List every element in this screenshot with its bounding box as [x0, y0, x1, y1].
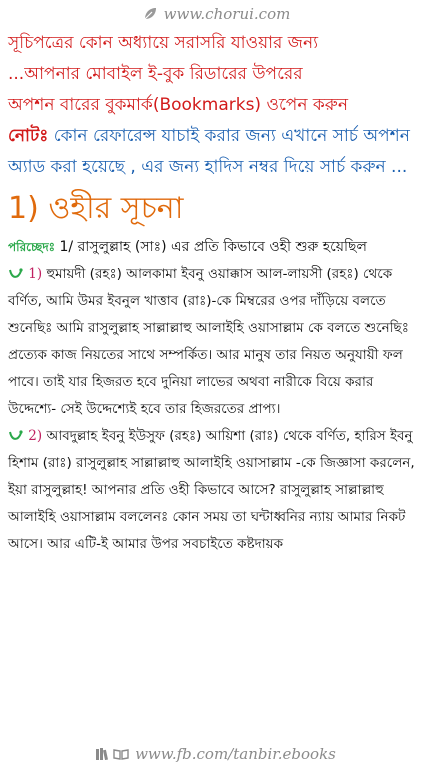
note-text: কোন রেফারেন্স যাচাই করার জন্য এখানে সার্চ অপশন অ্যাড করা হয়েছে , এর জন্য হাদিস নম্বর দিয়ে সার্চ করুন ...: [8, 126, 410, 177]
leaf-logo-icon: [142, 6, 158, 22]
footer-watermark: [0, 740, 432, 768]
hadith-marker-icon: [8, 267, 24, 281]
section-label: পরিচ্ছেদঃ: [8, 240, 56, 254]
hadith-marker-icon: [8, 429, 24, 443]
open-book-icon: [113, 748, 129, 760]
header-watermark: [0, 0, 432, 28]
hadith-item: [0, 423, 432, 558]
intro-line-3: অপশন বারের বুকমার্ক(Bookmarks) ওপেন করুন: [8, 95, 348, 115]
hadith-text: হুমায়দী (রহঃ) আলকামা ইবনু ওয়াক্কাস আল-লায়সী (রহঃ) থেকে বর্ণিত, আমি উমর ইবনুল খাত্তাব (রাঃ)-কে মিম্বরের ওপর দাঁড়িয়ে বলতে শুনেছিঃ আমি রাসুলুল্লাহ সাল্লাল্লাহু আলাইহি ওয়াসাল্লাম কে বলতে শুনেছিঃ প্রত্যেক কাজ নিয়তের সাথে সম্পর্কিত। আর মানুষ তার নিয়ত অনুযায়ী ফল পাবে। তাই যার হিজরত হবে দুনিয়া লাভের অথবা নারীকে বিয়ে করার উদ্দেশ্যে- সেই উদ্দেশ্যেই হবে তার হিজরতের প্রাপ্য।: [8, 266, 409, 417]
hadith-number: 2): [28, 428, 43, 444]
hadith-item: [0, 261, 432, 423]
chapter-title: 1) ওহীর সূচনা: [8, 191, 184, 226]
intro-block: [0, 28, 432, 183]
note-label: নোটঃ: [8, 126, 49, 146]
intro-line-2: ...আপনার মোবাইল ই-বুক রিডারের উপরের: [8, 64, 303, 84]
library-icon: [96, 748, 110, 760]
footer-site-text: www.fb.com/tanbir.ebooks: [135, 745, 336, 763]
hadith-number: 1): [28, 266, 43, 282]
intro-line-1: সূচিপত্রের কোন অধ্যায়ে সরাসরি যাওয়ার জন্য: [8, 33, 319, 53]
header-site-text: www.chorui.com: [163, 5, 291, 23]
hadith-text: আবদুল্লাহ ইবনু ইউসুফ (রহঃ) আয়িশা (রাঃ) থেকে বর্ণিত, হারিস ইবনু হিশাম (রাঃ) রাসুলুল্লাহ সাল্লাল্লাহু আলাইহি ওয়াসাল্লাম -কে জিজ্ঞাসা করলেন, ইয়া রাসুলুল্লাহ! আপনার প্রতি ওহী কিভাবে আসে? রাসুলুল্লাহ সাল্লাল্লাহু আলাইহি ওয়াসাল্লাম বললেনঃ কোন সময় তা ঘন্টাধ্বনির ন্যায় আমার নিকট আসে। আর এটি-ই আমার উপর সবচাইতে কষ্টদায়ক: [8, 428, 415, 552]
section-heading: [0, 233, 432, 261]
section-text: 1/ রাসুলুল্লাহ (সাঃ) এর প্রতি কিভাবে ওহী শুরু হয়েছিল: [55, 239, 367, 255]
intro-note: [8, 121, 424, 183]
